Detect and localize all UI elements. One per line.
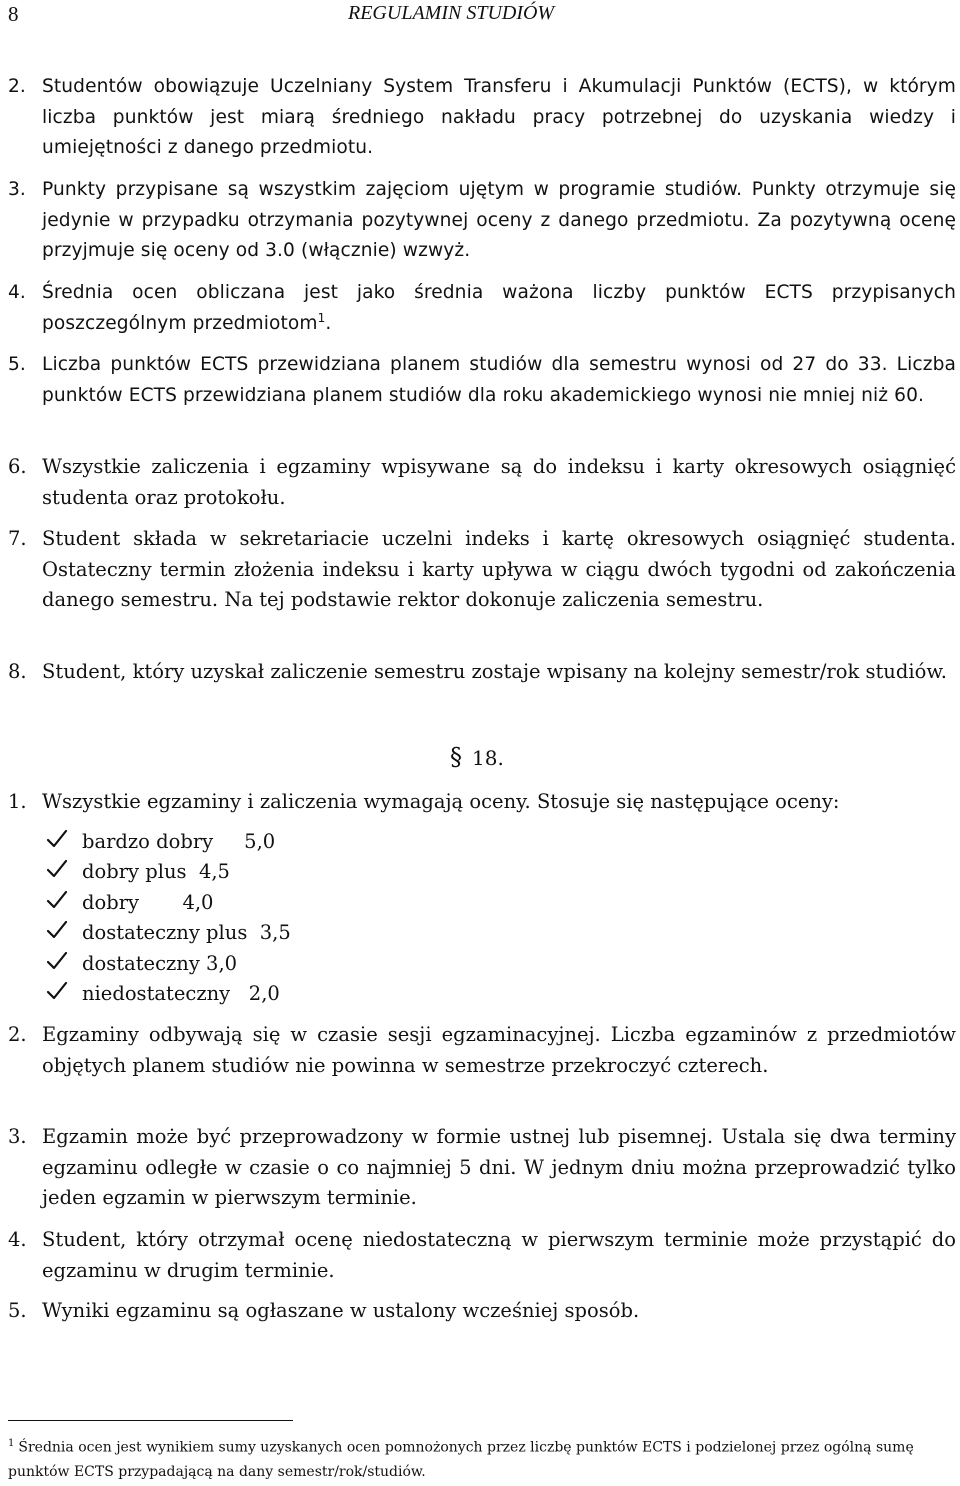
paragraph-number: 5. bbox=[8, 354, 26, 375]
paragraph-6 bbox=[8, 452, 956, 513]
section-item-1 bbox=[8, 787, 956, 818]
item-number: 1. bbox=[8, 790, 27, 813]
grade-name: dobry plus bbox=[82, 860, 187, 884]
grade-item bbox=[46, 827, 446, 857]
grade-item bbox=[46, 949, 446, 979]
grade-label bbox=[82, 949, 237, 979]
paragraph-text: Student składa w sekretariacie uczelni indeks i kartę okresowych osiągnięć studenta. Ostateczny termin złożenia indeksu i karty upływa w ciągu dwóch tygodni od zakończenia danego semestru. Na tej podstawie rektor dokonuje zaliczenia semestru. bbox=[42, 527, 956, 611]
grade-label bbox=[82, 888, 213, 918]
grade-label bbox=[82, 857, 230, 887]
paragraph-text-end: . bbox=[325, 312, 332, 334]
checkmark-icon bbox=[46, 919, 68, 941]
grade-name: niedostateczny bbox=[82, 981, 231, 1005]
grade-item bbox=[46, 888, 446, 918]
checkmark-icon bbox=[46, 980, 68, 1002]
paragraph-8 bbox=[8, 657, 956, 688]
section-heading bbox=[450, 742, 504, 773]
paragraph-text: Studentów obowiązuje Uczelniany System Transferu i Akumulacji Punktów (ECTS), w którym liczba punktów jest miarą średniego nakładu pracy potrzebnej do uzyskania wiedzy i umiejętności z danego przedmiotu. bbox=[42, 76, 956, 158]
paragraph-5 bbox=[8, 350, 956, 411]
page-number: 8 bbox=[8, 2, 19, 26]
item-text: Wszystkie egzaminy i zaliczenia wymagają oceny. Stosuje się następujące oceny: bbox=[42, 790, 840, 813]
section-item-3 bbox=[8, 1122, 956, 1214]
checkmark-icon bbox=[46, 828, 68, 850]
item-number: 5. bbox=[8, 1299, 27, 1322]
section-item-5 bbox=[8, 1296, 956, 1327]
grade-value: 3,5 bbox=[259, 921, 291, 945]
grade-name: dostateczny plus bbox=[82, 921, 248, 945]
grade-value: 3,0 bbox=[206, 951, 238, 975]
grade-value: 4,0 bbox=[182, 890, 214, 914]
checkmark-icon bbox=[46, 858, 68, 880]
grade-name: dostateczny bbox=[82, 951, 200, 975]
paragraph-number: 4. bbox=[8, 282, 26, 303]
paragraph-text: Student, który uzyskał zaliczenie semestru zostaje wpisany na kolejny semestr/rok studiów. bbox=[42, 660, 947, 683]
paragraph-number: 2. bbox=[8, 76, 26, 97]
section-symbol: § bbox=[450, 743, 462, 771]
grade-value: 5,0 bbox=[244, 830, 276, 853]
paragraph-number: 6. bbox=[8, 455, 27, 478]
paragraph-text: Wszystkie zaliczenia i egzaminy wpisywane są do indeksu i karty okresowych osiągnięć studenta oraz protokołu. bbox=[42, 455, 956, 509]
footnote-reference: 1 bbox=[317, 310, 326, 325]
grade-label bbox=[82, 827, 275, 857]
paragraph-text bbox=[42, 278, 956, 339]
checkmark-icon bbox=[46, 950, 68, 972]
grade-name: dobry bbox=[82, 890, 140, 914]
paragraph-7 bbox=[8, 524, 956, 616]
grade-label bbox=[82, 918, 291, 948]
item-text: Egzamin może być przeprowadzony w formie ustnej lub pisemnej. Ustala się dwa terminy egzaminu odległe w czasie o co najmniej 5 dni. W jednym dniu można przeprowadzić tylko jeden egzamin w pierwszym terminie. bbox=[42, 1125, 956, 1209]
footnote-divider bbox=[8, 1420, 293, 1421]
running-title: REGULAMIN STUDIÓW bbox=[348, 2, 555, 24]
paragraph-text: Punkty przypisane są wszystkim zajęciom ujętym w programie studiów. Punkty otrzymuje się jedynie w przypadku otrzymania pozytywnej oceny z danego przedmiotu. Za pozytywną ocenę przyjmuje się oceny od 3.0 (włącznie) wzwyż. bbox=[42, 179, 956, 261]
item-text: Egzaminy odbywają się w czasie sesji egzaminacyjnej. Liczba egzaminów z przedmiotów objętych planem studiów nie powinna w semestrze przekroczyć czterech. bbox=[42, 1023, 956, 1077]
section-item-2 bbox=[8, 1020, 956, 1081]
grade-value: 2,0 bbox=[248, 981, 280, 1005]
grade-item bbox=[46, 857, 446, 887]
section-number: 18. bbox=[472, 746, 504, 770]
item-number: 2. bbox=[8, 1023, 27, 1046]
paragraph-number: 3. bbox=[8, 179, 26, 200]
item-number: 4. bbox=[8, 1228, 27, 1251]
grade-name: bardzo dobry bbox=[82, 830, 214, 853]
item-text: Wyniki egzaminu są ogłaszane w ustalony wcześniej sposób. bbox=[42, 1299, 640, 1322]
grade-item bbox=[46, 979, 446, 1009]
item-text: Student, który otrzymał ocenę niedostateczną w pierwszym terminie może przystąpić do egzaminu w drugim terminie. bbox=[42, 1228, 956, 1282]
footnote bbox=[8, 1432, 958, 1484]
grade-item bbox=[46, 918, 446, 948]
paragraph-4 bbox=[8, 278, 956, 339]
footnote-text: Średnia ocen jest wynikiem sumy uzyskanych ocen pomnożonych przez liczbę punktów ECTS i podzielonej przez ogólną sumę punktów ECTS przypadającą na dany semestr/rok/studiów. bbox=[8, 1439, 914, 1480]
paragraph-text-body: Średnia ocen obliczana jest jako średnia ważona liczby punktów ECTS przypisanych poszczególnym przedmiotom bbox=[42, 282, 956, 334]
section-item-4 bbox=[8, 1225, 956, 1286]
paragraph-text: Liczba punktów ECTS przewidziana planem studiów dla semestru wynosi od 27 do 33. Liczba punktów ECTS przewidziana planem studiów dla roku akademickiego wynosi nie mniej niż 60. bbox=[42, 354, 956, 406]
grades-list bbox=[46, 827, 446, 1009]
page-header bbox=[8, 2, 948, 32]
paragraph-number: 8. bbox=[8, 660, 27, 683]
paragraph-number: 7. bbox=[8, 527, 27, 550]
item-number: 3. bbox=[8, 1125, 27, 1148]
footnote-mark: 1 bbox=[8, 1438, 15, 1449]
grade-label bbox=[82, 979, 280, 1009]
paragraph-2 bbox=[8, 72, 956, 164]
grade-value: 4,5 bbox=[198, 860, 230, 884]
paragraph-3 bbox=[8, 175, 956, 267]
checkmark-icon bbox=[46, 889, 68, 911]
